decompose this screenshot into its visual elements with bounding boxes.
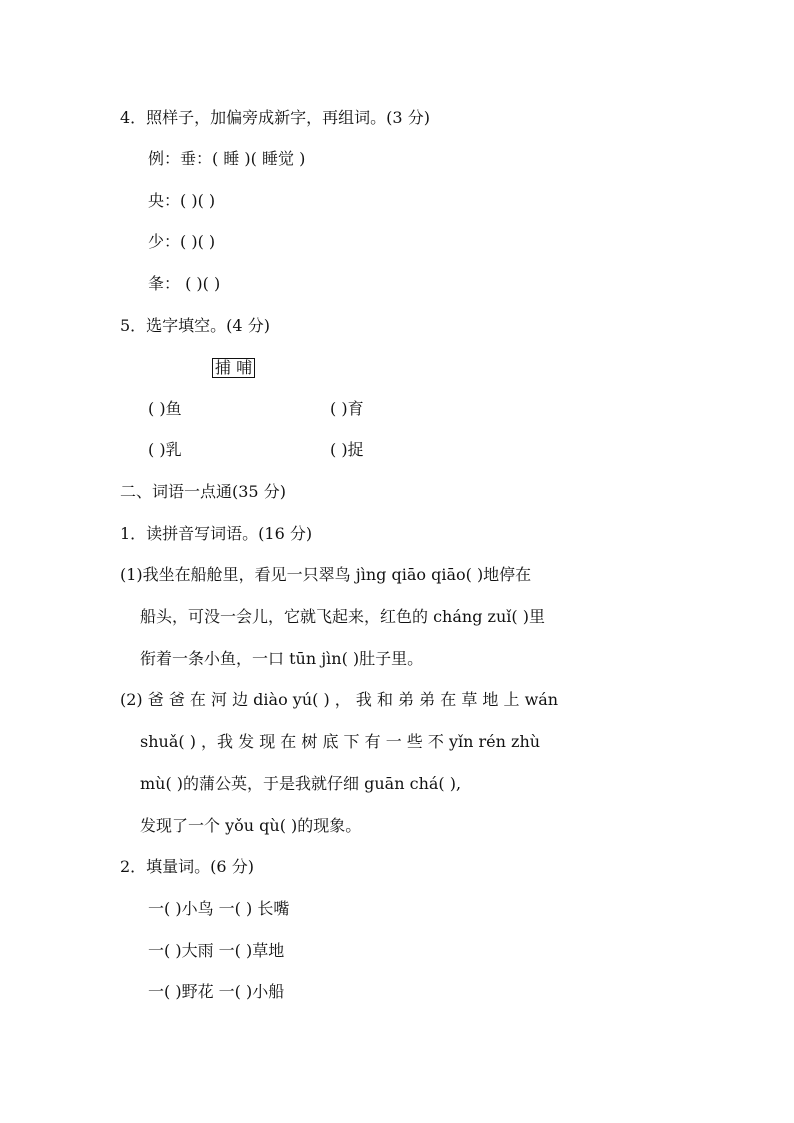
q4-item-2: 少：( )( ) [148,232,216,251]
q4-example: 例：垂：( 睡 )( 睡觉 ) [148,149,306,168]
q5-row-2-left: ( )乳 [148,440,182,459]
q2-row-3: 一( )野花 一( )小船 [148,982,285,1001]
q5-row-1-right: ( )育 [330,399,364,418]
q1-p2-line-3: mù( )的蒲公英，于是我就仔细 guān chá( ), [140,774,462,793]
q1-p1-line-3: 衔着一条小鱼，一口 tūn jìn( )肚子里。 [140,649,424,668]
q5-row-2-right: ( )捉 [330,440,364,459]
q5-choices-box: 捕 哺 [212,358,255,378]
q5-choices [212,357,255,379]
section2-title: 二、词语一点通(35 分) [120,482,286,501]
q1-p1-line-2: 船头，可没一会儿，它就飞起来，红色的 cháng zuǐ( )里 [140,607,545,626]
q5-row-1-left: ( )鱼 [148,399,182,418]
q2-title: 2．填量词。(6 分) [120,857,254,876]
q4-item-3: 夆： ( )( ) [148,274,221,293]
q1-p2-line-2: shuǎ( ) ，我 发 现 在 树 底 下 有 一 些 不 yǐn rén zhù [140,732,541,751]
q2-row-2: 一( )大雨 一( )草地 [148,941,285,960]
q1-p2-line-1: (2) 爸 爸 在 河 边 diào yú( ) ， 我 和 弟 弟 在 草 地 上 wán [120,690,559,709]
q4-item-1: 央：( )( ) [148,191,216,210]
q4-title: 4．照样子，加偏旁成新字，再组词。(3 分) [120,108,430,127]
q2-row-1: 一( )小鸟 一( ) 长嘴 [148,899,290,918]
q5-title: 5．选字填空。(4 分) [120,316,270,335]
q1-p2-line-4: 发现了一个 yǒu qù( )的现象。 [140,816,362,835]
q1-p1-line-1: (1)我坐在船舱里，看见一只翠鸟 jìng qiāo qiāo( )地停在 [120,565,532,584]
q1-title: 1．读拼音写词语。(16 分) [120,524,313,543]
